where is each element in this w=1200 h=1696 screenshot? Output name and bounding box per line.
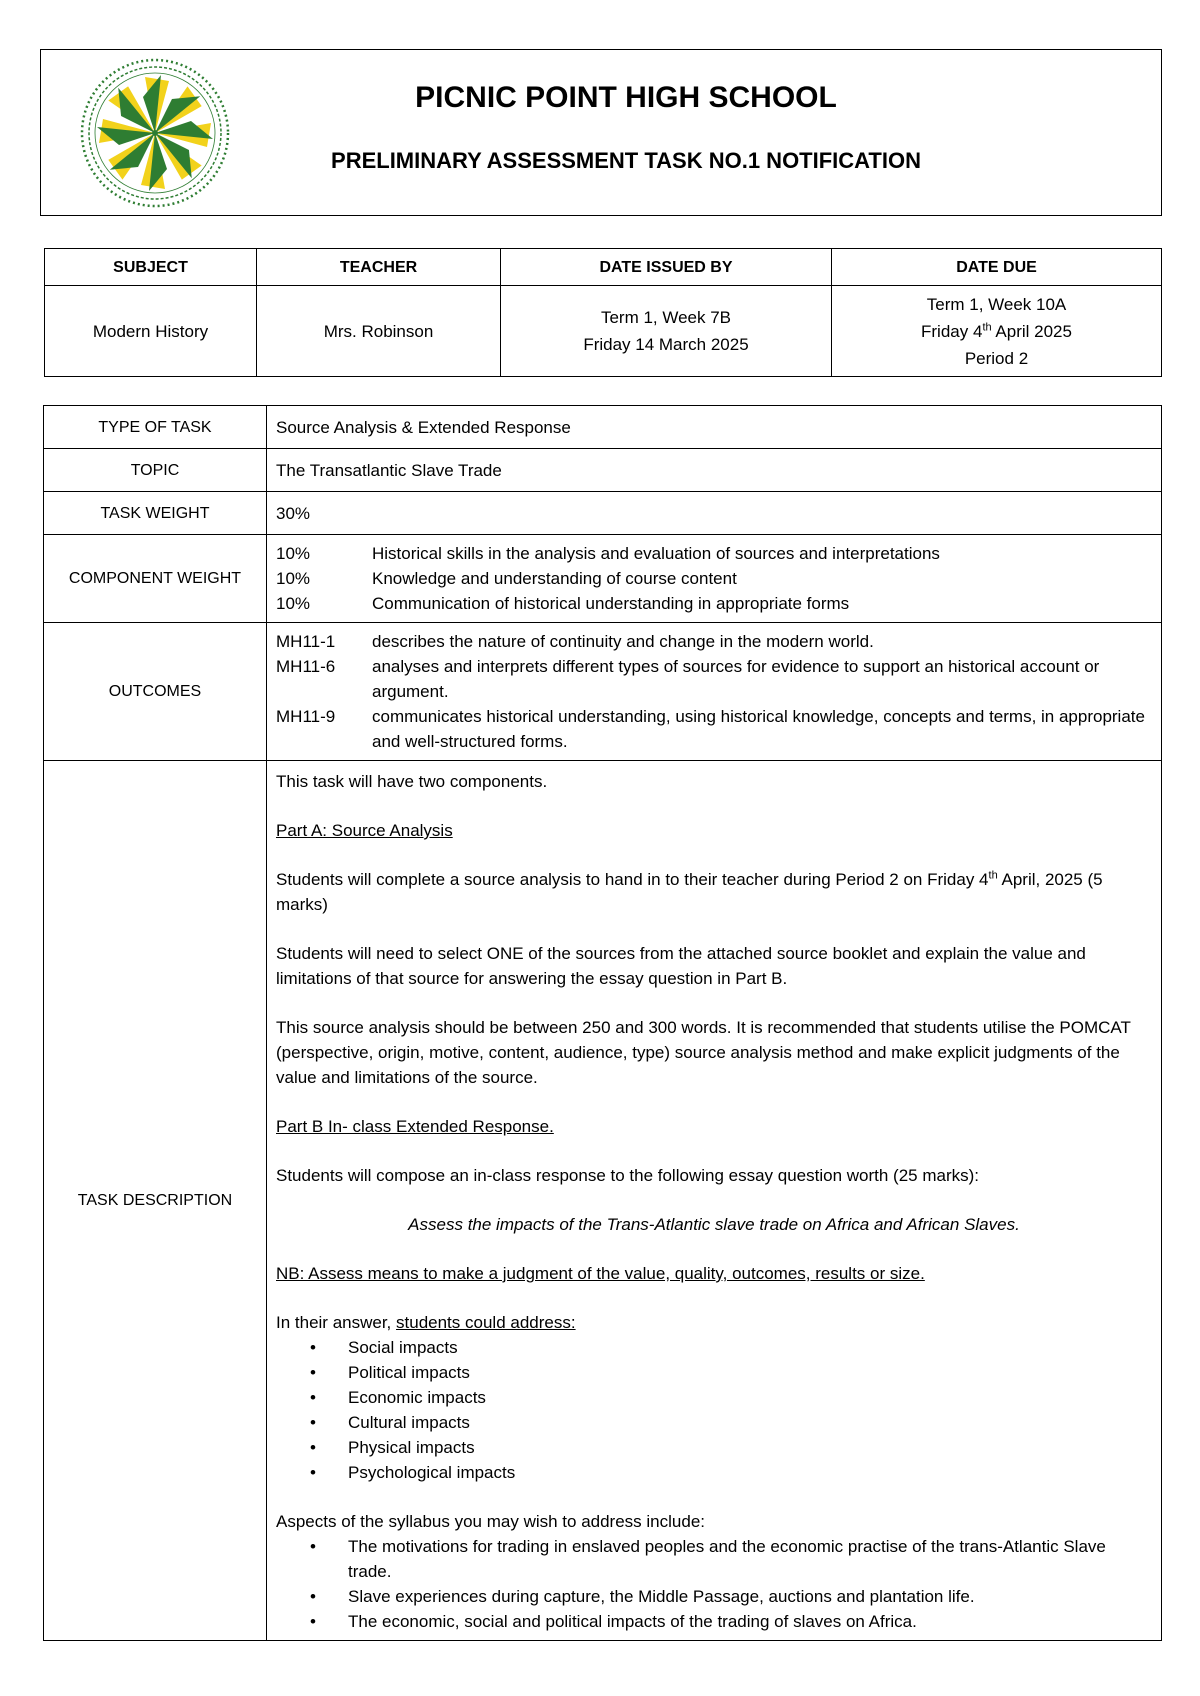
component-row [276,566,1152,591]
component-text: Communication of historical understanding in appropriate forms [372,594,850,613]
outcomes-list [267,623,1162,761]
list-item: • The economic, social and political impacts of the trading of slaves on Africa. [348,1609,1152,1634]
outcomes-label: OUTCOMES [44,623,267,761]
syllabus-list [276,1534,1152,1634]
task-weight-label: TASK WEIGHT [44,492,267,535]
outcome-row [276,654,1152,704]
date-due-value [832,286,1162,377]
component-row [276,541,1152,566]
part-a-paragraph-3: This source analysis should be between 250 and 300 words. It is recommended that students utilise the POMCAT (perspective, origin, motive, content, audience, type) source analysis method and make explicit judgments of the value and limitations of the source. [276,1018,1131,1087]
header-box [40,49,1162,216]
part-a-sup: th [988,869,998,882]
task-description [267,761,1162,1641]
outcome-row [276,629,1152,654]
syllabus-intro: Aspects of the syllabus you may wish to address include: [276,1512,705,1531]
type-of-task-value: Source Analysis & Extended Response [267,406,1162,449]
part-a-paragraph-2: Students will need to select ONE of the sources from the attached source booklet and explain the value and limitations of that source for answering the essay question in Part B. [276,944,1086,988]
list-item: • The motivations for trading in enslaved peoples and the economic practise of the trans-Atlantic Slave trade. [348,1534,1152,1584]
date-due-month: April 2025 [991,321,1072,341]
component-weight-list [267,535,1162,623]
task-table [43,405,1162,1641]
topic-value: The Transatlantic Slave Trade [267,449,1162,492]
teacher-header: TEACHER [257,249,501,286]
teacher-value: Mrs. Robinson [257,286,501,377]
notice-title: PRELIMINARY ASSESSMENT TASK NO.1 NOTIFICATION [331,148,921,173]
component-text: Knowledge and understanding of course content [372,569,737,588]
outcome-code: MH11-9 [276,707,336,726]
date-due-line3: Period 2 [964,348,1029,368]
outcome-row [276,704,1152,754]
component-text: Historical skills in the analysis and evaluation of sources and interpretations [372,544,940,563]
description-intro: This task will have two components. [276,772,548,791]
list-item: • Cultural impacts [348,1410,1152,1435]
subject-value: Modern History [45,286,257,377]
list-item: • Slave experiences during capture, the Middle Passage, auctions and plantation life. [348,1584,1152,1609]
school-name: PICNIC POINT HIGH SCHOOL [415,81,837,114]
task-description-label: TASK DESCRIPTION [44,761,267,1641]
date-issued-value [501,286,832,377]
nb-note: NB: Assess means to make a judgment of the value, quality, outcomes, results or size. [276,1264,925,1283]
outcome-code: MH11-1 [276,632,336,651]
part-a-text-end: April, 2025 (5 marks) [276,870,1103,914]
part-a-text: Students will complete a source analysis to hand in to their teacher during Period 2 on Friday 4 [276,870,989,889]
outcome-text: describes the nature of continuity and change in the modern world. [372,632,874,651]
type-of-task-label: TYPE OF TASK [44,406,267,449]
outcome-code: MH11-6 [276,657,336,676]
impacts-list [276,1335,1152,1485]
component-weight-label: COMPONENT WEIGHT [44,535,267,623]
list-item: • Social impacts [348,1335,1152,1360]
address-text: In their answer, [276,1313,397,1332]
component-pct: 10% [276,569,311,588]
part-a-paragraph-1 [276,867,1152,917]
date-due-line1: Term 1, Week 10A [926,294,1067,314]
topic-label: TOPIC [44,449,267,492]
outcome-text: analyses and interprets different types of sources for evidence to support an historical account or argument. [372,657,1100,701]
component-row [276,591,1152,616]
date-issued-line2: Friday 14 March 2025 [583,335,749,354]
part-b-heading: Part B In- class Extended Response. [276,1117,554,1136]
subject-header: SUBJECT [45,249,257,286]
date-due-suffix: th [982,320,992,333]
address-intro [276,1310,1152,1335]
list-item: • Psychological impacts [348,1460,1152,1485]
list-item: • Physical impacts [348,1435,1152,1460]
part-a-heading: Part A: Source Analysis [276,821,453,840]
task-weight-value: 30% [267,492,1162,535]
date-due-day: Friday 4 [921,321,983,341]
date-due-line2 [832,318,1161,345]
component-pct: 10% [276,544,311,563]
date-due-header: DATE DUE [832,249,1162,286]
info-table [44,248,1162,377]
outcome-text: communicates historical understanding, using historical knowledge, concepts and terms, in appropriate and well-structured forms. [372,707,1145,751]
date-issued-header: DATE ISSUED BY [501,249,832,286]
list-item: • Economic impacts [348,1385,1152,1410]
date-issued-line1: Term 1, Week 7B [600,308,732,327]
part-b-paragraph: Students will compose an in-class response to the following essay question worth (25 marks): [276,1166,980,1185]
essay-question: Assess the impacts of the Trans-Atlantic slave trade on Africa and African Slaves. [408,1215,1020,1234]
list-item: • Political impacts [348,1360,1152,1385]
component-pct: 10% [276,594,311,613]
address-underlined: students could address: [396,1313,576,1332]
